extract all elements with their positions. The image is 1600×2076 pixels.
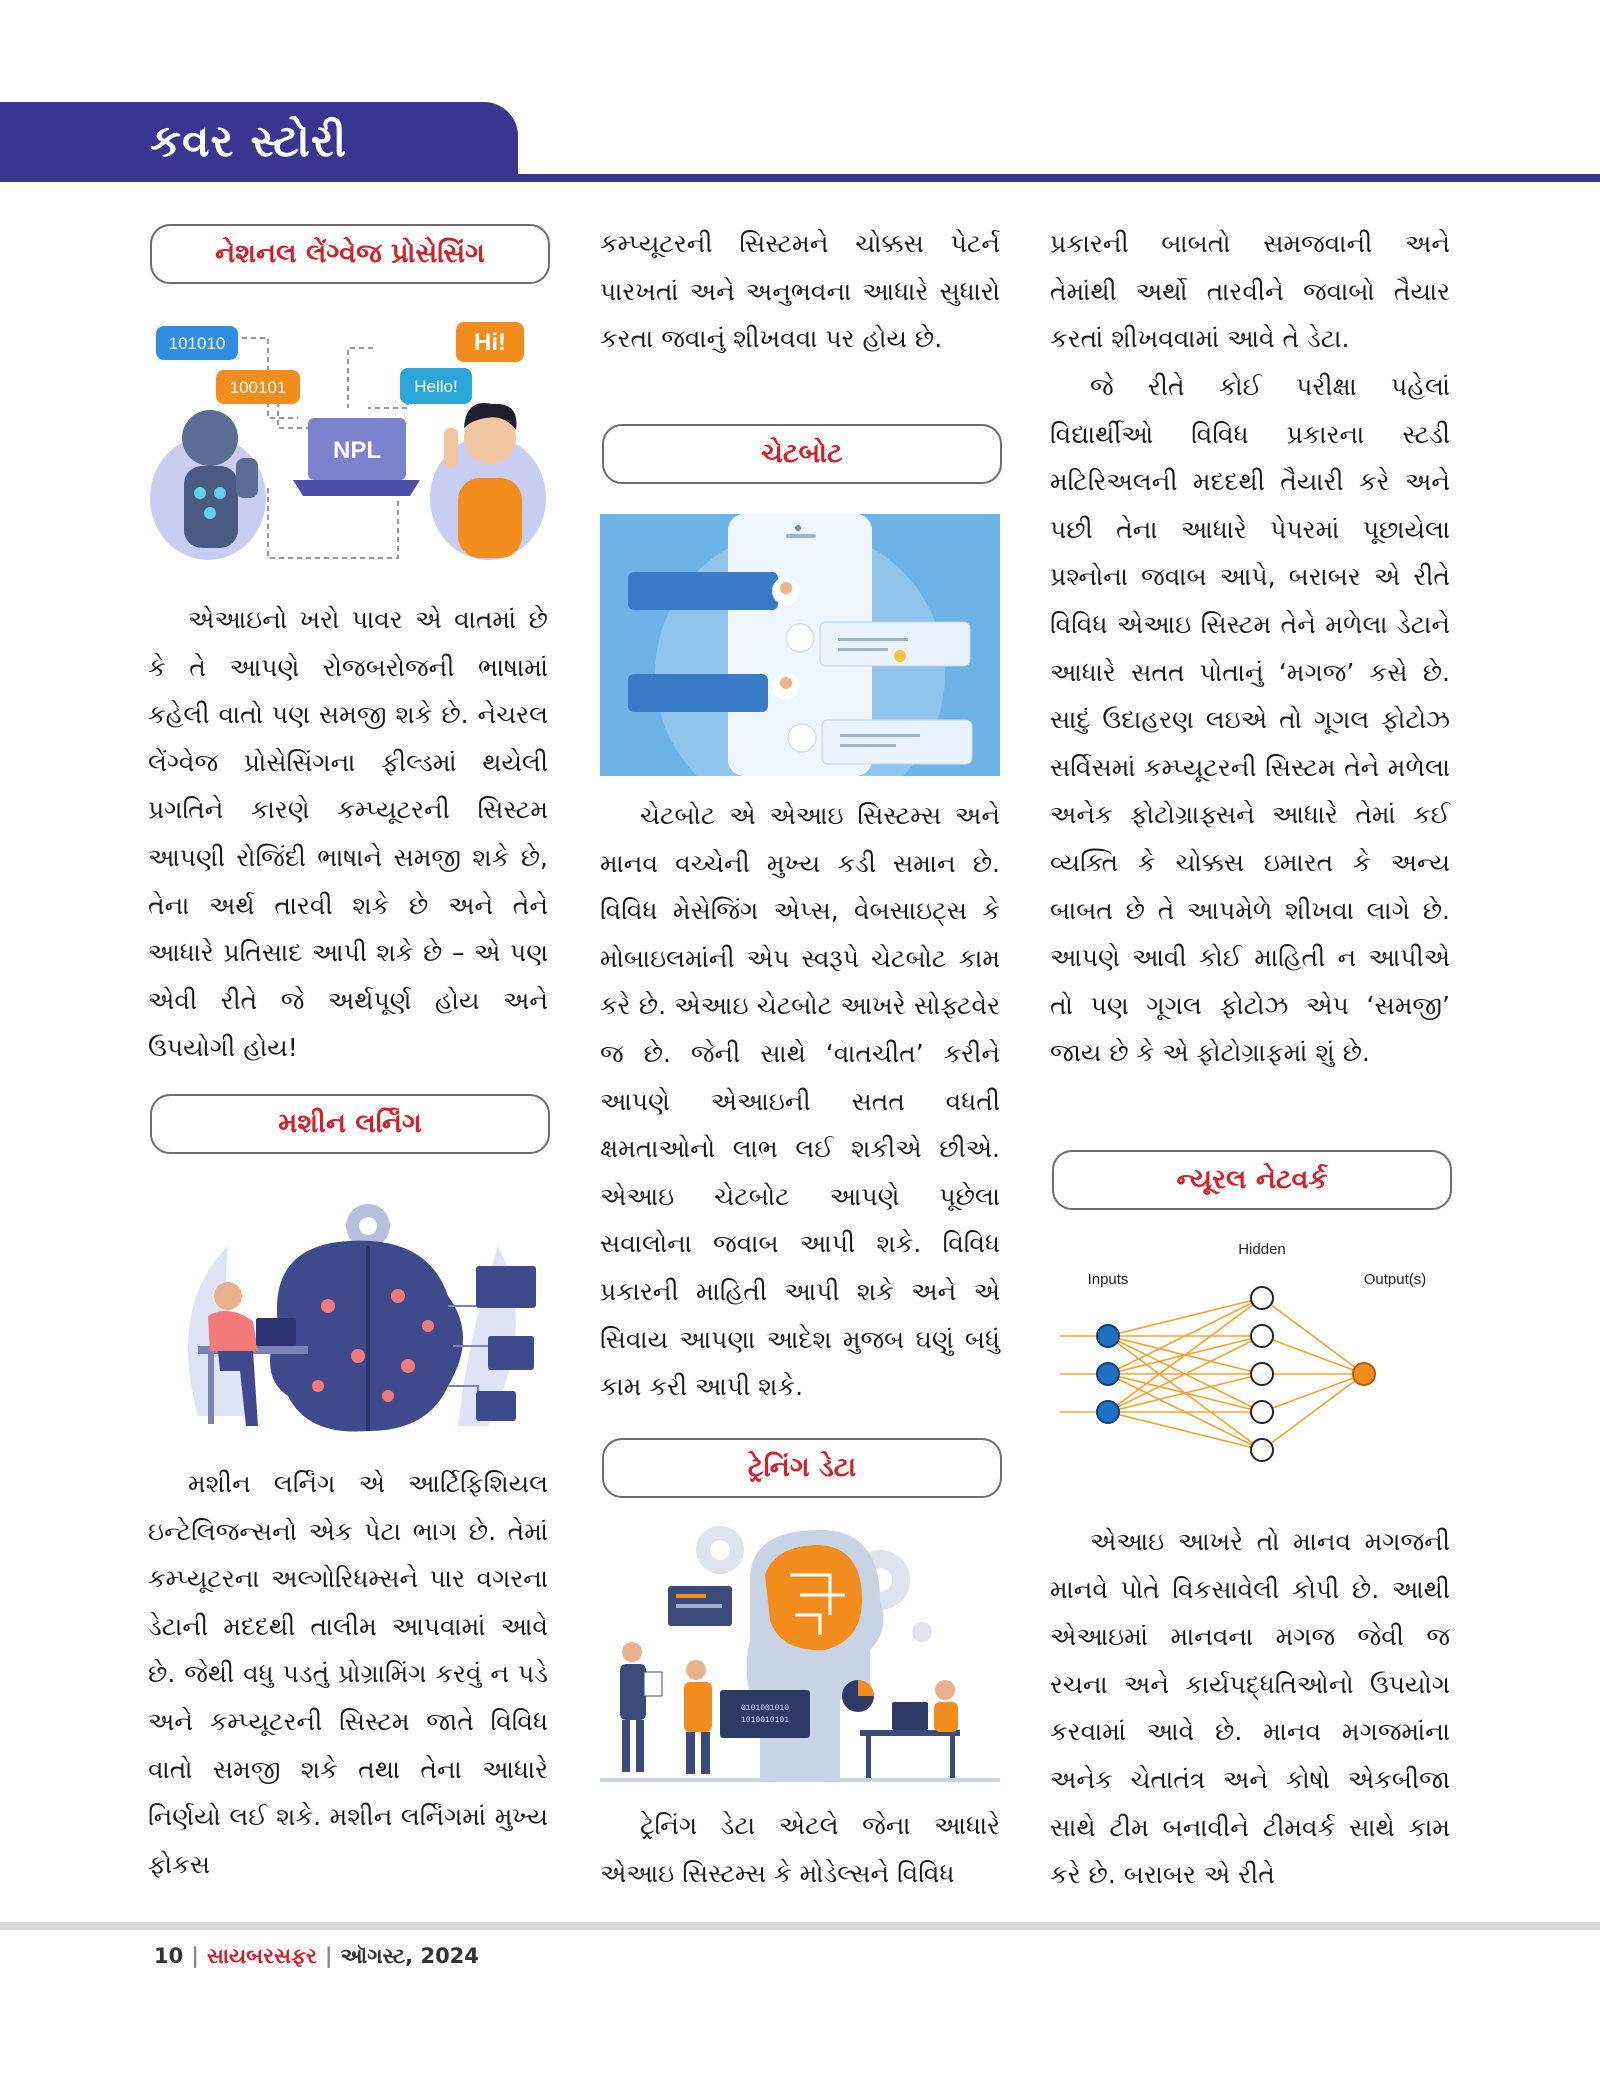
bubble-binary-2: 100101 [229, 378, 287, 397]
nn-edge [1262, 1374, 1364, 1450]
neural-network-diagram [1050, 1232, 1450, 1496]
nn-edge [1262, 1298, 1364, 1374]
laptop-npl-label: NPL [333, 437, 381, 464]
chatbot-paragraph: ચેટબોટ એ એઆઇ સિસ્ટમ્સ અને માનવ વચ્ચેની મુખ્ય કડી સમાન છે. વિવિધ મેસેજિંગ એપ્સ, વેબસાઇટ્સ કે મોબાઇલમાંની એપ સ્વરૂપે ચેટબોટ કામ કરે છે. એઆઇ ચેટબોટ આખરે સોફ્ટવેર જ છે. જેની સાથે ‘વાતચીત’ કરીને આપણે એઆઇની સતત વધતી ક્ષમતાઓનો લાભ લઈ શકીએ છીએ. એઆઇ ચેટબોટ આપણે પૂછેલા સવાલોના જવાબ આપી શકે. વિવિધ પ્રકારની માહિતી આપી શકે અને એ સિવાય આપણા આદેશ મુજબ ઘણું બધું કામ કરી આપી શકે. [600, 801, 1000, 1402]
neural-network-paragraph: એઆઇ આખરે તો માનવ મગજની માનવે પોતે વિકસાવેલી કોપી છે. આથી એઆઇમાં માનવના મગજ જેવી જ રચના અને કાર્યપદ્ધતિઓનો ઉપયોગ કરવામાં આવે છે. માનવ મગજમાંના અનેક ચેતાતંત્ર અને કોષો એકબીજા સાથે ટીમ બનાવીને ટીમવર્ક સાથે કામ કરે છે. બરાબર એ રીતે [1050, 1527, 1450, 1890]
nn-input-node [1097, 1325, 1119, 1347]
nn-hidden-label: Hidden [1238, 1241, 1286, 1258]
training-data-illustration [600, 1520, 1000, 1788]
training-data-paragraph: ટ્રેનિંગ ડેટા એટલે જેના આધારે એઆઇ સિસ્ટમ્સ કે મોડેલ્સને વિવિધ [600, 1811, 1000, 1888]
nn-input-node [1097, 1363, 1119, 1385]
ml-continuation-paragraph: કમ્પ્યૂટરની સિસ્ટમને ચોક્કસ પેટર્ન પારખતાં અને અનુભવના આધારે સુધારો કરતા જવાનું શીખવવા પર હોય છે. [600, 229, 1000, 354]
heading-npl: નેશનલ લેંગ્વેજ પ્રોસેસિંગ [150, 224, 550, 284]
training-detail-paragraph: જે રીતે કોઈ પરીક્ષા પહેલાં વિદ્યાર્થીઓ વિવિધ પ્રકારના સ્ટડી મટિરિઅલની મદદથી તૈયારી કરે અને પછી તેના આધારે પેપરમાં પૂછાયેલા પ્રશ્નોના જવાબ આપે, બરાબર એ રીતે વિવિધ એઆઇ સિસ્ટમ તેને મળેલા ડેટાને આધારે સતત પોતાનું ‘મગજ’ કસે છે. સાદું ઉદાહરણ લઇએ તો ગૂગલ ફોટોઝ સર્વિસમાં કમ્પ્યૂટરની સિસ્ટમ તેને મળેલા અનેક ફોટોગ્રાફ્સને આધારે તેમાં કઈ વ્યક્તિ કે ચોક્કસ ઇમારત કે અન્ય બાબત છે તે આપમેળે શીખવા લાગે છે. આપણે આવી કોઈ માહિતી ન આપીએ તો પણ ગૂગલ ફોટોઝ એપ ‘સમજી’ જાય છે કે એ ફોટોગ્રાફમાં શું છે. [1050, 372, 1450, 1068]
nn-outputs-label: Output(s) [1363, 1271, 1427, 1288]
chatbot-illustration [600, 514, 1000, 776]
svg-text:1010010101: 1010010101 [740, 1716, 790, 1725]
footer: 10 | સાયબરસફર | ઑગસ્ટ, 2024 [154, 1944, 479, 1968]
nn-hidden-node [1251, 1401, 1273, 1423]
heading-chatbot: ચેટબોટ [602, 424, 1002, 484]
nn-hidden-node [1251, 1287, 1273, 1309]
nn-input-node [1097, 1401, 1119, 1423]
heading-machine-learning: મશીન લર્નિંગ [150, 1094, 550, 1154]
ml-paragraph: મશીન લર્નિંગ એ આર્ટિફિશિયલ ઇન્ટેલિજન્સનો એક પેટા ભાગ છે. તેમાં કમ્પ્યૂટરના અલ્ગોરિધમ્સને પાર વગરના ડેટાની મદદથી તાલીમ આપવામાં આવે છે. જેથી વધુ પડતું પ્રોગ્રામિંગ કરવું ન પડે અને કમ્પ્યૂટરની સિસ્ટમ જાતે વિવિધ વાતો સમજી શકે તથા તેના આધારે નિર્ણયો લઈ શકે. મશીન લર્નિંગમાં મુખ્ય ફોકસ [148, 1469, 548, 1879]
page-number: 10 [154, 1944, 184, 1968]
footer-brand: સાયબરસફર [206, 1944, 317, 1968]
nn-edge [1262, 1374, 1364, 1412]
heading-training-data: ટ્રેનિંગ ડેટા [602, 1438, 1002, 1498]
machine-learning-illustration [158, 1186, 548, 1448]
bubble-binary-1: 101010 [168, 334, 226, 353]
nn-output-node [1353, 1363, 1375, 1385]
nn-hidden-node [1251, 1325, 1273, 1347]
footer-rule [0, 1922, 1600, 1930]
bubble-hi: Hi! [474, 329, 506, 356]
nn-inputs-label: Inputs [1087, 1271, 1129, 1288]
bubble-hello: Hello! [414, 377, 458, 396]
footer-date: ઑગસ્ટ, 2024 [340, 1944, 479, 1968]
nn-hidden-node [1251, 1363, 1273, 1385]
nn-hidden-node [1251, 1439, 1273, 1461]
training-continuation-paragraph: પ્રકારની બાબતો સમજવાની અને તેમાંથી અર્થો તારવીને જવાબો તૈયાર કરતાં શીખવવામાં આવે તે ડેટા. [1050, 229, 1450, 354]
nn-edge [1108, 1298, 1262, 1412]
section-title: કવર સ્ટોરી [150, 116, 348, 167]
heading-neural-network: ન્યૂરલ નેટવર્ક [1052, 1150, 1452, 1210]
nn-edge [1262, 1336, 1364, 1374]
nn-edge [1108, 1298, 1262, 1336]
npl-illustration [148, 318, 548, 580]
nn-edge [1108, 1412, 1262, 1450]
npl-paragraph: એઆઇનો ખરો પાવર એ વાતમાં છે કે તે આપણે રોજબરોજની ભાષામાં કહેલી વાતો પણ સમજી શકે છે. નેચરલ લેંગ્વેજ પ્રોસેસિંગના ફીલ્ડમાં થયેલી પ્રગતિને કારણે કમ્પ્યૂટરની સિસ્ટમ આપણી રોજિંદી ભાષાને સમજી શકે છે, તેના અર્થ તારવી શકે છે અને તેને આધારે પ્રતિસાદ આપી શકે છે – એ પણ એવી રીતે જે અર્થપૂર્ણ હોય અને ઉપયોગી હોય! [148, 605, 548, 1063]
svg-text:0101001010: 0101001010 [740, 1704, 790, 1713]
